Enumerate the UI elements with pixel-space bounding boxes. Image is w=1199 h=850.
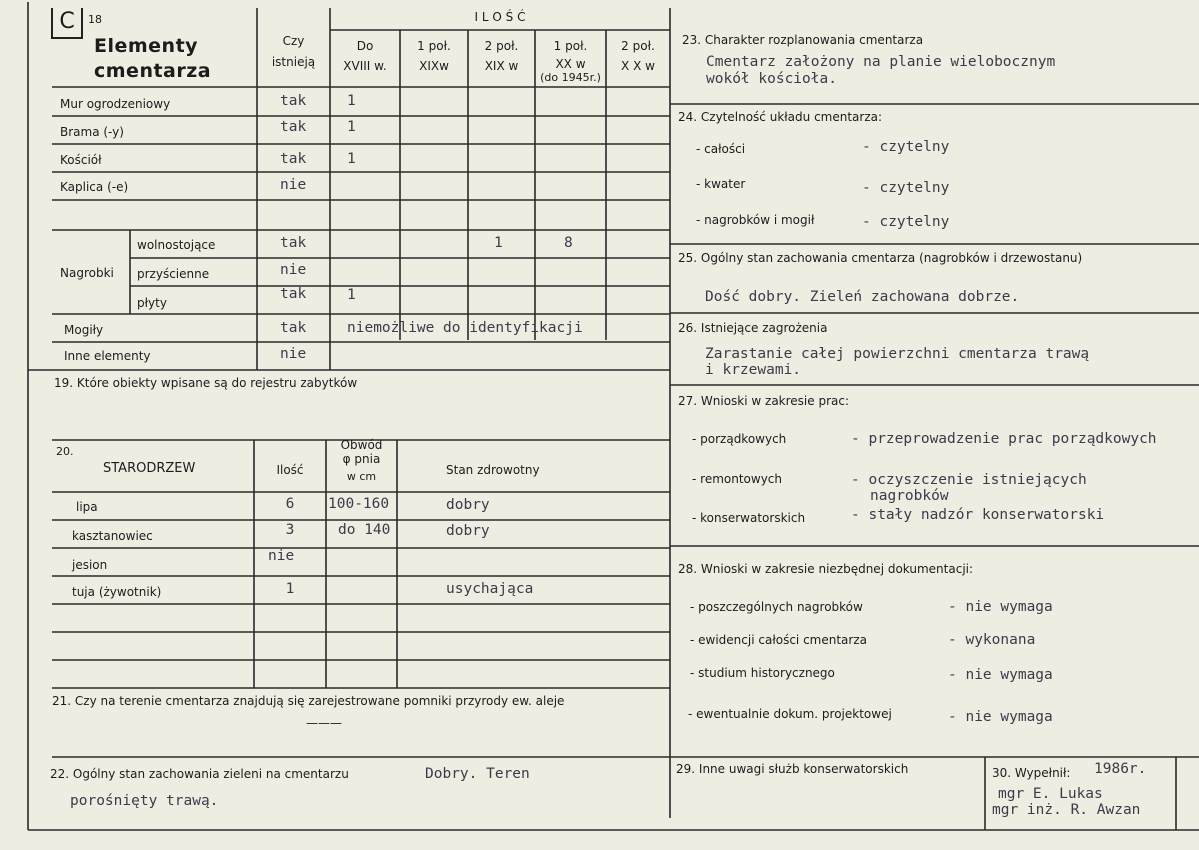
title-line1: Elementy [94, 35, 199, 57]
row-do18-kosciol: 1 [347, 151, 356, 167]
q24-item-value-1: - czytelny [862, 180, 950, 196]
mogily-note: niemożliwe do identyfikacji [347, 320, 583, 336]
q30-name1: mgr E. Lukas [998, 786, 1103, 802]
row-czy-kaplica: nie [280, 177, 307, 193]
q26-label: 26. Istniejące zagrożenia [678, 321, 828, 335]
row-do18-brama: 1 [347, 119, 356, 135]
section-letter: C [51, 8, 83, 39]
col4-l2: XX w [555, 57, 586, 71]
q28-item-label-0: - poszczególnych nagrobków [690, 600, 863, 614]
q28-item-label-1: - ewidencji całości cmentarza [690, 633, 867, 647]
mogily-czy: tak [280, 320, 307, 336]
czy-header-2: istnieją [271, 55, 316, 69]
q22-answer-l1: Dobry. Teren [425, 766, 530, 782]
nagrobki-przyscienne-czy: nie [280, 262, 307, 278]
row-label-mur: Mur ogrodzeniowy [60, 97, 171, 111]
tree-stan-3: usychająca [446, 581, 534, 597]
col4-l3: (do 1945r.) [540, 71, 601, 84]
nagrobki-wolnostojace: wolnostojące [137, 238, 216, 252]
starodrzew-obwod-l3: w cm [346, 470, 377, 483]
starodrzew-stan-header: Stan zdrowotny [446, 463, 540, 477]
q25-answer: Dość dobry. Zieleń zachowana dobrze. [705, 289, 1020, 305]
col2-l2: XIXw [419, 59, 449, 73]
tree-name-2: jesion [72, 558, 108, 572]
nagrobki-wolnostojace-czy: tak [280, 235, 307, 251]
q27-item-value-1: - oczyszczenie istniejących [851, 472, 1087, 488]
col5-l2: X X w [621, 59, 655, 73]
starodrzew-num: 20. [56, 445, 74, 458]
starodrzew-obwod-l1: Obwód [340, 438, 383, 452]
tree-stan-1: dobry [446, 523, 490, 539]
q22-answer-l2: porośnięty trawą. [70, 793, 219, 809]
q30-label: 30. Wypełnił: [992, 766, 1071, 780]
starodrzew-ilosc-header: Ilość [276, 463, 304, 477]
q24-item-label-0: - całości [696, 142, 746, 156]
q29-label: 29. Inne uwagi służb konserwatorskich [676, 762, 909, 776]
q23-answer-l2: wokół kościoła. [706, 71, 837, 87]
title-line2: cmentarza [94, 60, 212, 82]
tree-name-0: lipa [76, 500, 98, 514]
q30-name2: mgr inż. R. Awzan [992, 802, 1141, 818]
mogily-label: Mogiły [64, 323, 104, 337]
row-label-kosciol: Kościół [60, 153, 102, 167]
row-label-kaplica: Kaplica (-e) [60, 180, 129, 194]
q28-item-value-0: - nie wymaga [948, 599, 1053, 615]
q28-item-value-3: - nie wymaga [948, 709, 1053, 725]
q28-item-value-2: - nie wymaga [948, 667, 1053, 683]
q24-item-value-2: - czytelny [862, 214, 950, 230]
nagrobki-plyty-do18: 1 [347, 287, 356, 303]
row-czy-kosciol: tak [280, 151, 307, 167]
nagrobki-przyscienne: przyścienne [137, 267, 210, 281]
q24-item-label-2: - nagrobków i mogił [696, 213, 815, 227]
q28-label: 28. Wnioski w zakresie niezbędnej dokumentacji: [678, 562, 974, 576]
tree-name-1: kasztanowiec [72, 529, 153, 543]
row-do18-mur: 1 [347, 93, 356, 109]
col3-l2: XIX w [484, 59, 519, 73]
nagrobki-wolnostojace-c4: 8 [564, 235, 573, 251]
q25-label: 25. Ogólny stan zachowania cmentarza (nagrobków i drzewostanu) [678, 251, 1083, 265]
tree-ilosc-3: 1 [285, 581, 295, 597]
q23-label: 23. Charakter rozplanowania cmentarza [682, 33, 924, 47]
q21-label: 21. Czy na terenie cmentarza znajdują się zarejestrowane pomniki przyrody ew. aleje [52, 694, 565, 708]
nagrobki-label: Nagrobki [60, 266, 114, 280]
q21-answer: ——— [306, 716, 342, 730]
starodrzew-obwod-l2: φ pnia [342, 452, 381, 466]
tree-ilosc-0: 6 [285, 496, 295, 512]
tree-name-3: tuja (żywotnik) [72, 585, 162, 599]
tree-stan-0: dobry [446, 497, 490, 513]
q27-item-value-0: - przeprowadzenie prac porządkowych [851, 431, 1157, 447]
nagrobki-plyty: płyty [137, 296, 167, 310]
q23-answer-l1: Cmentarz założony na planie wielobocznym [706, 54, 1056, 70]
col2-l1: 1 poł. [417, 39, 451, 53]
col5-l1: 2 poł. [621, 39, 655, 53]
q24-label: 24. Czytelność układu cmentarza: [678, 110, 883, 124]
czy-header-1: Czy [282, 34, 305, 48]
starodrzew-label: STARODRZEW [103, 461, 196, 476]
tree-ilosc-1: 3 [285, 522, 295, 538]
nagrobki-plyty-czy: tak [280, 286, 307, 302]
q28-item-value-1: - wykonana [948, 632, 1036, 648]
q22-label: 22. Ogólny stan zachowania zieleni na cmentarzu [50, 767, 349, 781]
tree-obwod-1: do 140 [338, 522, 391, 538]
q30-year: 1986r. [1094, 761, 1147, 777]
col1-l2: XVIII w. [343, 59, 387, 73]
row-label-brama: Brama (-y) [60, 125, 124, 139]
q19-label: 19. Które obiekty wpisane są do rejestru zabytków [54, 376, 358, 390]
inne-label: Inne elementy [64, 349, 151, 363]
q27-item-label-2: - konserwatorskich [692, 511, 806, 525]
tree-obwod-0: 100-160 [328, 496, 390, 512]
inne-czy: nie [280, 346, 307, 362]
col4-l1: 1 poł. [553, 39, 588, 53]
q27-item-value-2: - stały nadzór konserwatorski [851, 507, 1105, 523]
q24-item-value-0: - czytelny [862, 139, 950, 155]
nagrobki-wolnostojace-c3: 1 [494, 235, 503, 251]
section-number: 18 [88, 13, 102, 26]
q26-answer-l1: Zarastanie całej powierzchni cmentarza trawą [705, 346, 1090, 362]
tree-ilosc-2: nie [268, 548, 295, 564]
q26-answer-l2: i krzewami. [705, 362, 802, 378]
col3-l1: 2 poł. [484, 39, 519, 53]
row-czy-mur: tak [280, 93, 307, 109]
q27-item-label-1: - remontowych [692, 472, 782, 486]
q27-item-label-0: - porządkowych [692, 432, 787, 446]
q24-item-label-1: - kwater [696, 177, 746, 191]
q28-item-label-3: - ewentualnie dokum. projektowej [688, 707, 892, 721]
q28-item-label-2: - studium historycznego [690, 666, 835, 680]
row-czy-brama: tak [280, 119, 307, 135]
q27-label: 27. Wnioski w zakresie prac: [678, 394, 850, 408]
ilosc-header: I L O Ś Ć [474, 10, 526, 24]
col1-l1: Do [356, 39, 374, 53]
q27-item-value2-1: nagrobków [870, 488, 949, 504]
